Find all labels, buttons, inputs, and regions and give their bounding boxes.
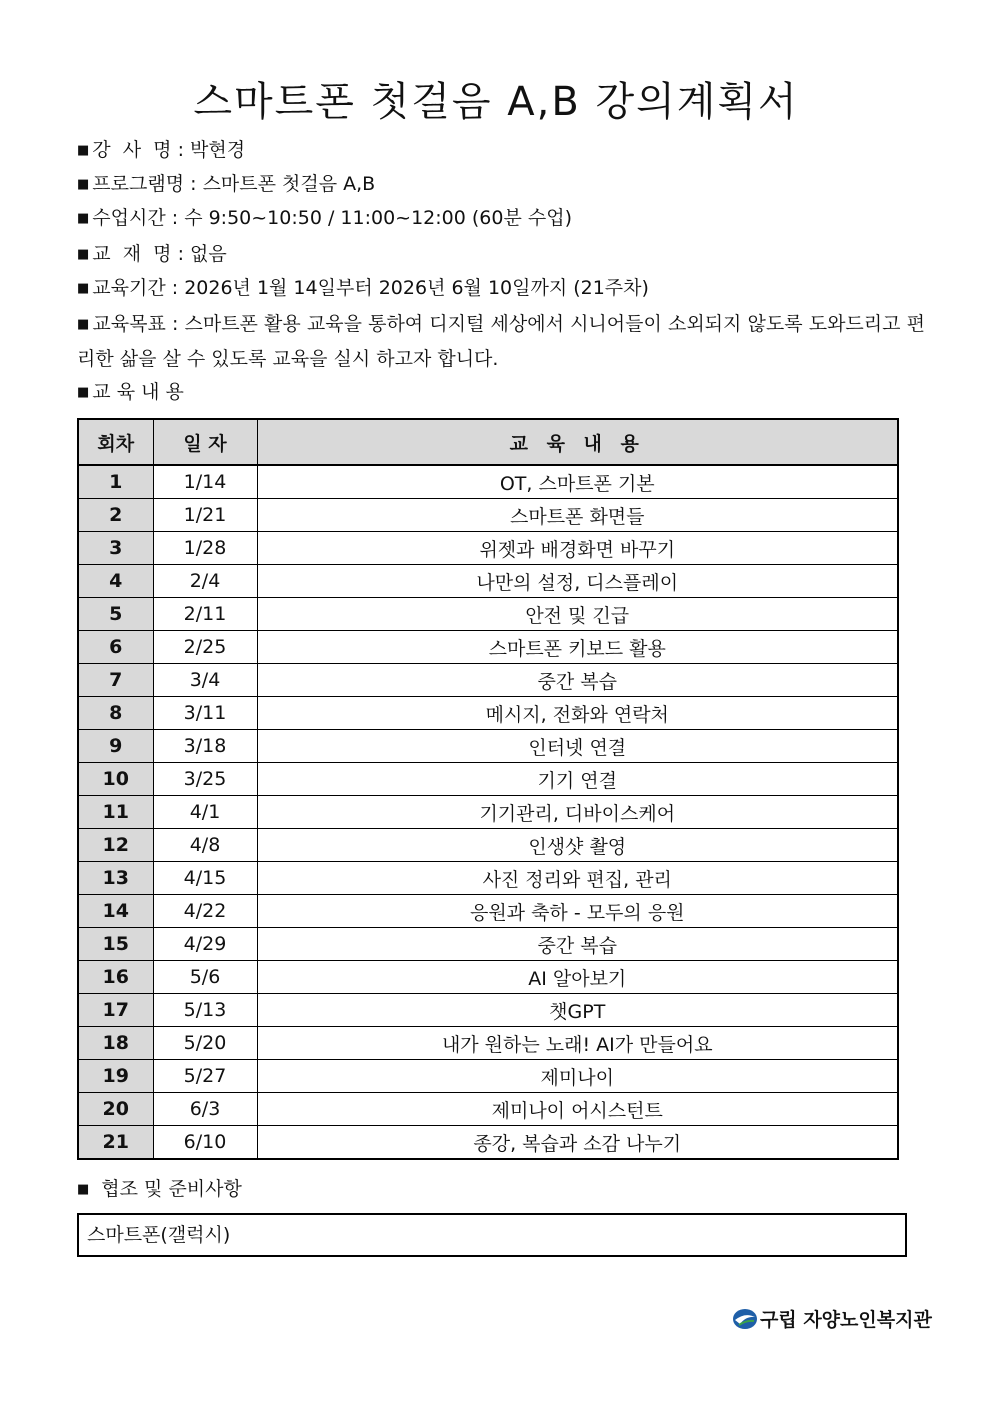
session-date: 3/4	[153, 664, 257, 697]
table-row	[78, 1027, 898, 1060]
table-row	[78, 994, 898, 1027]
session-content: 스마트폰 키보드 활용	[257, 631, 898, 664]
session-date: 1/28	[153, 532, 257, 565]
session-date: 3/11	[153, 697, 257, 730]
session-number: 3	[78, 532, 153, 565]
square-bullet-icon: ■	[77, 247, 90, 262]
session-number: 20	[78, 1093, 153, 1126]
table-row	[78, 598, 898, 631]
info-period: ■ 교육기간 : 2026년 1월 14일부터 2026년 6월 10일까지 (21주차)	[77, 277, 649, 299]
session-date: 5/13	[153, 994, 257, 1027]
prep-box	[77, 1213, 907, 1257]
session-date: 4/15	[153, 862, 257, 895]
content-heading-label: 교 육 내 용	[92, 381, 184, 403]
header-session: 회차	[78, 419, 153, 465]
session-number: 17	[78, 994, 153, 1027]
schedule-table-body	[78, 465, 898, 1159]
session-date: 5/6	[153, 961, 257, 994]
info-textbook: ■ 교 재 명 : 없음	[77, 243, 227, 265]
session-date: 1/14	[153, 465, 257, 499]
session-date: 5/20	[153, 1027, 257, 1060]
info-label: 교육목표	[92, 313, 166, 335]
square-bullet-icon: ■	[77, 143, 90, 158]
session-number: 8	[78, 697, 153, 730]
table-row	[78, 565, 898, 598]
info-value: 수 9:50~10:50 / 11:00~12:00 (60분 수업)	[184, 207, 572, 229]
session-content: 제미나이	[257, 1060, 898, 1093]
content-heading	[77, 375, 184, 410]
session-number: 21	[78, 1126, 153, 1160]
session-content: 중간 복습	[257, 928, 898, 961]
session-number: 4	[78, 565, 153, 598]
organization-logo	[732, 1305, 932, 1332]
session-date: 6/3	[153, 1093, 257, 1126]
table-row	[78, 631, 898, 664]
session-content: 중간 복습	[257, 664, 898, 697]
info-value: 스마트폰 활용 교육을 통하여 디지털 세상에서 시니어들이 소외되지 않도록 도와드리고 편리한 삶을 살 수 있도록 교육을 실시 하고자 합니다.	[77, 313, 925, 370]
organization-name: 구립 자양노인복지관	[760, 1309, 932, 1331]
info-value: 2026년 1월 14일부터 2026년 6월 10일까지 (21주차)	[184, 277, 649, 299]
table-row	[78, 928, 898, 961]
welfare-center-logo-icon	[732, 1308, 758, 1330]
session-content: 제미나이 어시스턴트	[257, 1093, 898, 1126]
table-row	[78, 829, 898, 862]
info-label: 교 재 명	[92, 243, 172, 265]
table-row	[78, 465, 898, 499]
table-row	[78, 697, 898, 730]
info-program: ■ 프로그램명 : 스마트폰 첫걸음 A,B	[77, 173, 376, 195]
session-content: 메시지, 전화와 연락처	[257, 697, 898, 730]
info-value: 없음	[190, 243, 227, 265]
info-value: 스마트폰 첫걸음 A,B	[202, 173, 376, 195]
info-label: 수업시간	[92, 207, 166, 229]
header-date: 일 자	[153, 419, 257, 465]
session-number: 2	[78, 499, 153, 532]
session-content: 응원과 축하 - 모두의 응원	[257, 895, 898, 928]
session-number: 5	[78, 598, 153, 631]
session-number: 19	[78, 1060, 153, 1093]
table-row	[78, 961, 898, 994]
session-content: OT, 스마트폰 기본	[257, 465, 898, 499]
session-content: 챗GPT	[257, 994, 898, 1027]
session-number: 18	[78, 1027, 153, 1060]
square-bullet-icon: ■	[77, 317, 90, 332]
info-label: 강 사 명	[92, 139, 172, 161]
table-row	[78, 862, 898, 895]
session-content: 나만의 설정, 디스플레이	[257, 565, 898, 598]
table-row	[78, 1126, 898, 1160]
session-number: 13	[78, 862, 153, 895]
table-row	[78, 1060, 898, 1093]
session-number: 9	[78, 730, 153, 763]
session-date: 3/18	[153, 730, 257, 763]
page-title: 스마트폰 첫걸음 A,B 강의계획서	[193, 79, 799, 125]
schedule-table	[77, 418, 899, 1160]
session-date: 6/10	[153, 1126, 257, 1160]
info-label: 프로그램명	[92, 173, 185, 195]
table-row	[78, 532, 898, 565]
session-date: 2/11	[153, 598, 257, 631]
session-number: 15	[78, 928, 153, 961]
session-date: 4/22	[153, 895, 257, 928]
info-goal: ■ 교육목표 : 스마트폰 활용 교육을 통하여 디지털 세상에서 시니어들이 소외되지 않도록 도와드리고 편리한 삶을 살 수 있도록 교육을 실시 하고자 합니다.	[77, 313, 925, 370]
prep-heading	[77, 1172, 242, 1207]
session-date: 2/4	[153, 565, 257, 598]
session-content: 기기 연결	[257, 763, 898, 796]
session-date: 3/25	[153, 763, 257, 796]
session-date: 4/29	[153, 928, 257, 961]
info-value: 박현경	[190, 139, 246, 161]
session-content: AI 알아보기	[257, 961, 898, 994]
session-number: 7	[78, 664, 153, 697]
header-content: 교 육 내 용	[257, 419, 898, 465]
session-content: 내가 원하는 노래! AI가 만들어요	[257, 1027, 898, 1060]
table-row	[78, 1093, 898, 1126]
session-content: 위젯과 배경화면 바꾸기	[257, 532, 898, 565]
session-content: 안전 및 긴급	[257, 598, 898, 631]
table-row	[78, 895, 898, 928]
session-content: 인터넷 연결	[257, 730, 898, 763]
table-row	[78, 730, 898, 763]
session-number: 12	[78, 829, 153, 862]
session-content: 기기관리, 디바이스케어	[257, 796, 898, 829]
table-header-row	[78, 419, 898, 465]
info-instructor: ■ 강 사 명 : 박현경	[77, 139, 246, 161]
session-number: 11	[78, 796, 153, 829]
table-row	[78, 796, 898, 829]
session-date: 4/8	[153, 829, 257, 862]
session-number: 16	[78, 961, 153, 994]
session-content: 사진 정리와 편집, 관리	[257, 862, 898, 895]
prep-heading-label: 협조 및 준비사항	[101, 1178, 242, 1200]
info-label: 교육기간	[92, 277, 166, 299]
session-date: 4/1	[153, 796, 257, 829]
session-number: 10	[78, 763, 153, 796]
square-bullet-icon: ■	[77, 177, 90, 192]
table-row	[78, 664, 898, 697]
session-date: 2/25	[153, 631, 257, 664]
prep-value: 스마트폰(갤럭시)	[87, 1224, 231, 1246]
session-content: 인생샷 촬영	[257, 829, 898, 862]
info-class-time: ■ 수업시간 : 수 9:50~10:50 / 11:00~12:00 (60분 수업)	[77, 207, 572, 229]
session-date: 1/21	[153, 499, 257, 532]
session-number: 6	[78, 631, 153, 664]
session-number: 1	[78, 465, 153, 499]
square-bullet-icon: ■	[77, 1182, 90, 1197]
session-number: 14	[78, 895, 153, 928]
session-date: 5/27	[153, 1060, 257, 1093]
square-bullet-icon: ■	[77, 281, 90, 296]
table-row	[78, 763, 898, 796]
session-content: 스마트폰 화면들	[257, 499, 898, 532]
session-content: 종강, 복습과 소감 나누기	[257, 1126, 898, 1160]
square-bullet-icon: ■	[77, 211, 90, 226]
square-bullet-icon: ■	[77, 385, 90, 400]
table-row	[78, 499, 898, 532]
